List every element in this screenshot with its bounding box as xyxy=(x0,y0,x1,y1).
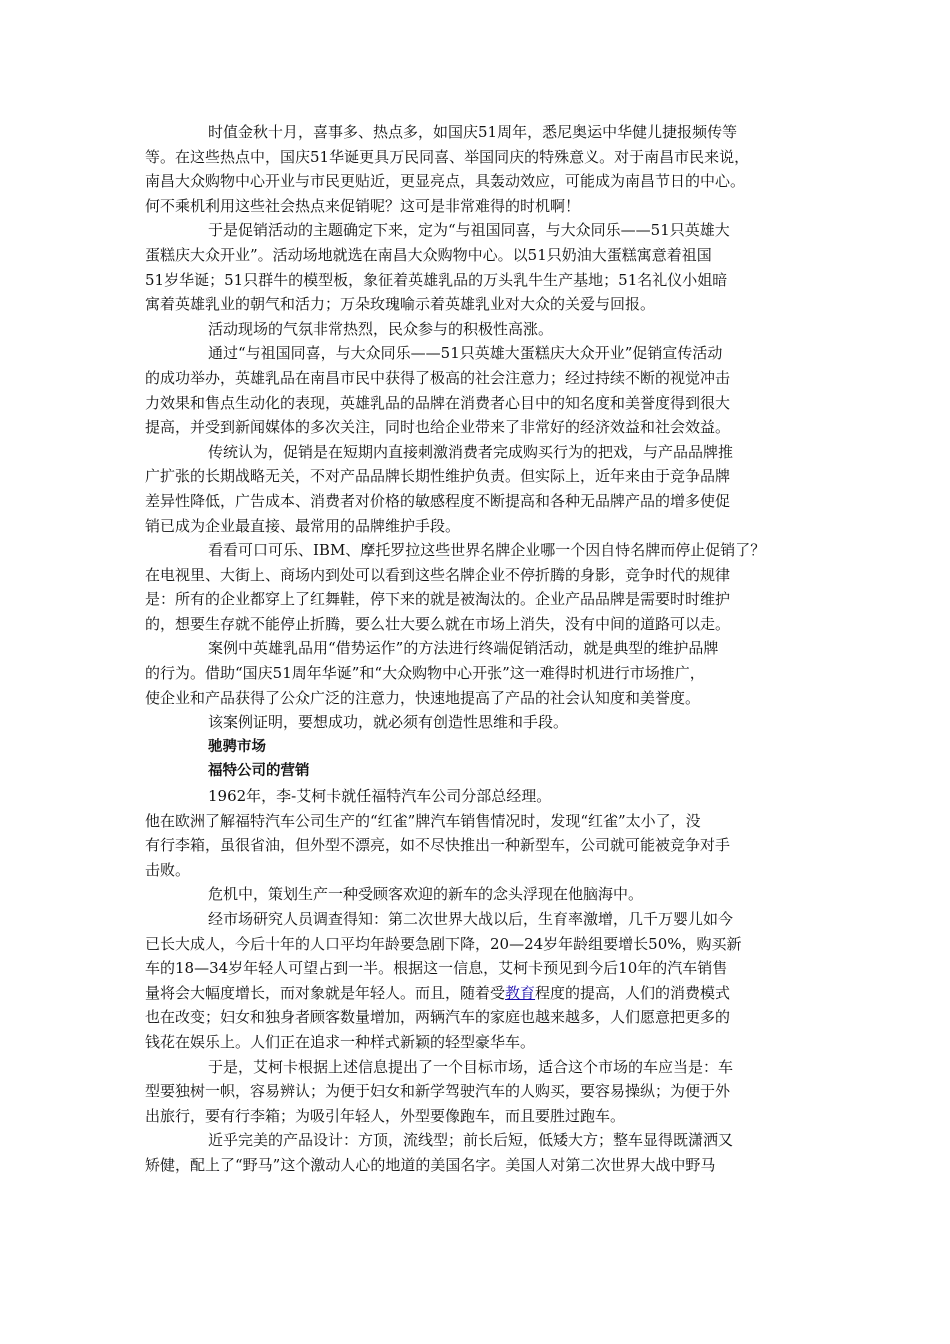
paragraph-line: 提高，并受到新闻媒体的多次关注，同时也给企业带来了非常好的经济效益和社会效益。 xyxy=(145,418,731,437)
paragraph-line: 销已成为企业最直接、最常用的品牌维护手段。 xyxy=(145,516,461,535)
paragraph-line: 51岁华诞；51只群牛的模型板，象征着英雄乳品的万头乳牛生产基地；51名礼仪小姐暗 xyxy=(145,270,728,289)
paragraph-line: 的行为。借助“国庆51周年华诞”和“大众购物中心开张”这一难得时机进行市场推广， xyxy=(145,664,705,683)
paragraph-line: 该案例证明，要想成功，就必须有创造性思维和手段。 xyxy=(208,713,569,732)
paragraph-line: 寓着英雄乳业的朝气和活力；万朵玫瑰喻示着英雄乳业对大众的关爱与回报。 xyxy=(145,295,656,314)
paragraph-line: 击败。 xyxy=(145,860,191,879)
paragraph-line: 使企业和产品获得了公众广泛的注意力，快速地提高了产品的社会认知度和美誉度。 xyxy=(145,688,701,707)
paragraph-line: 蛋糕庆大众开业”。活动场地就选在南昌大众购物中心。以51只奶油大蛋糕寓意着祖国 xyxy=(145,245,712,264)
paragraph-line: 时值金秋十月，喜事多、热点多，如国庆51周年，悉尼奥运中华健儿捷报频传等 xyxy=(208,123,738,141)
paragraph-line: 南昌大众购物中心开业与市民更贴近，更显亮点，具轰动效应，可能成为南昌节日的中心。 xyxy=(145,172,746,191)
paragraph-line: 在电视里、大街上、商场内到处可以看到这些名牌企业不停折腾的身影，竞争时代的规律 xyxy=(145,565,731,584)
section-heading: 驰骋市场 xyxy=(208,738,266,755)
paragraph-line: 近乎完美的产品设计：方顶，流线型；前长后短，低矮大方；整车显得既潇洒又 xyxy=(208,1131,734,1150)
paragraph-line: 传统认为，促销是在短期内直接刺激消费者完成购买行为的把戏，与产品品牌推 xyxy=(208,442,734,461)
paragraph-text: 量将会大幅度增长，而对象就是年轻人。而且，随着受 xyxy=(145,983,506,1002)
paragraph-line: 危机中，策划生产一种受顾客欢迎的新车的念头浮现在他脑海中。 xyxy=(208,885,644,904)
paragraph-line: 钱花在娱乐上。人们正在追求一种样式新颖的轻型豪华车。 xyxy=(145,1032,536,1051)
paragraph-line: 车的18—34岁年轻人可望占到一半。根据这一信息，艾柯卡预见到今后10年的汽车销售 xyxy=(145,959,728,978)
paragraph-line: 于是促销活动的主题确定下来，定为“与祖国同喜，与大众同乐——51只英雄大 xyxy=(208,221,730,240)
paragraph-line: 1962年，李-艾柯卡就任福特汽车公司分部总经理。 xyxy=(208,787,552,806)
section-subheading: 福特公司的营销 xyxy=(208,763,310,780)
paragraph-line: 的成功举办，英雄乳品在南昌市民中获得了极高的社会注意力；经过持续不断的视觉冲击 xyxy=(145,368,731,387)
paragraph-line: 力效果和售点生动化的表现，英雄乳品的品牌在消费者心目中的知名度和美誉度得到很大 xyxy=(145,393,731,412)
paragraph-line: 有行李箱，虽很省油，但外型不漂亮，如不尽快推出一种新型车，公司就可能被竞争对手 xyxy=(145,836,731,855)
paragraph-line: 于是，艾柯卡根据上述信息提出了一个目标市场，适合这个市场的车应当是：车 xyxy=(208,1057,734,1076)
paragraph-line: 也在改变；妇女和独身者顾客数量增加，两辆汽车的家庭也越来越多，人们愿意把更多的 xyxy=(145,1008,731,1027)
paragraph-line: 矫健，配上了“野马”这个激动人心的地道的美国名字。美国人对第二次世界大战中野马 xyxy=(145,1155,716,1174)
paragraph-line: 活动现场的气氛非常热烈，民众参与的积极性高涨。 xyxy=(208,319,554,338)
paragraph-line: 广扩张的长期战略无关，不对产品品牌长期性维护负责。但实际上，近年来由于竞争品牌 xyxy=(145,467,731,486)
paragraph-line: 通过“与祖国同喜，与大众同乐——51只英雄大蛋糕庆大众开业”促销宣传活动 xyxy=(208,344,723,363)
paragraph-line: 出旅行，要有行李箱；为吸引年轻人，外型要像跑车，而且要胜过跑车。 xyxy=(145,1106,626,1125)
paragraph-line-with-link xyxy=(145,981,810,1006)
paragraph-text: 程度的提高，人们的消费模式 xyxy=(535,983,731,1002)
paragraph-line: 是：所有的企业都穿上了红舞鞋，停下来的就是被淘汰的。企业产品品牌是需要时时维护 xyxy=(145,590,731,609)
paragraph-line: 等。在这些热点中，国庆51华诞更具万民同喜、举国同庆的特殊意义。对于南昌市民来说， xyxy=(145,147,750,166)
paragraph-line: 型要独树一帜，容易辨认；为便于妇女和新学驾驶汽车的人购买，要容易操纵；为便于外 xyxy=(145,1082,731,1101)
paragraph-line: 经市场研究人员调查得知：第二次世界大战以后，生育率激增，几千万婴儿如今 xyxy=(208,910,734,928)
paragraph-line: 差异性降低，广告成本、消费者对价格的敏感程度不断提高和各种无品牌产品的增多使促 xyxy=(145,491,731,510)
paragraph-line: 已长大成人，今后十年的人口平均年龄要急剧下降，20—24岁年龄组要增长50%，购买新 xyxy=(145,934,742,953)
paragraph-line: 的，想要生存就不能停止折腾，要么壮大要么就在市场上消失，没有中间的道路可以走。 xyxy=(145,614,731,633)
paragraph-line: 他在欧洲了解福特汽车公司生产的“红雀”牌汽车销售情况时，发现“红雀”太小了，没 xyxy=(145,811,701,830)
article-body xyxy=(145,120,810,1178)
paragraph-line: 案例中英雄乳品用“借势运作”的方法进行终端促销活动，就是典型的维护品牌 xyxy=(208,639,719,658)
education-link[interactable]: 教育 xyxy=(505,983,536,1002)
paragraph-line: 何不乘机利用这些社会热点来促销呢？这可是非常难得的时机啊！ xyxy=(145,196,581,215)
paragraph-line: 看看可口可乐、IBM、摩托罗拉这些世界名牌企业哪一个因自恃名牌而停止促销了？ xyxy=(208,541,766,560)
